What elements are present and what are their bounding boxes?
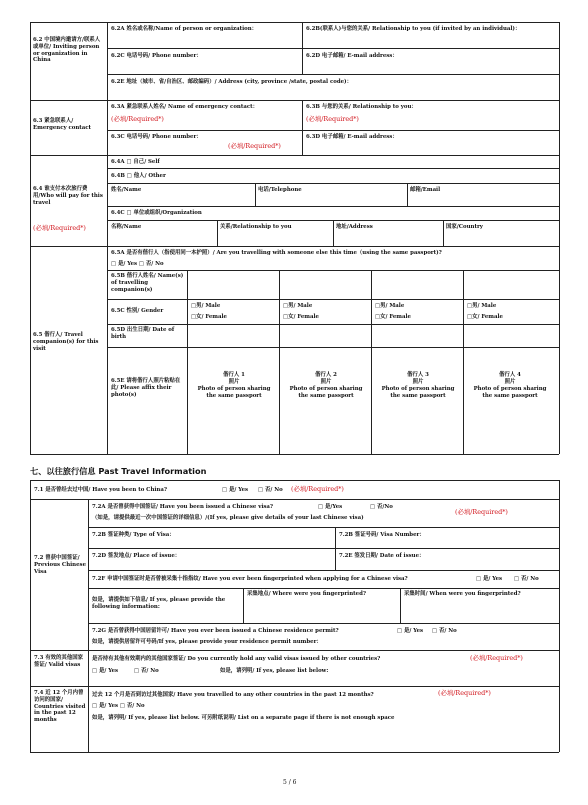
field-7-2f-when[interactable]: 采集时间/ When were you fingerprinted? [404, 591, 521, 597]
field-7-2d-place-of-issue[interactable]: 7.2D 签发地点/ Place of issue： [92, 553, 181, 559]
field-6-5b-label: 6.5B 偕行人姓名/ Name(s) of travelling companion(s) [111, 273, 184, 293]
field-6-4-country[interactable]: 国家/Country [446, 224, 483, 230]
label-column-divider [107, 22, 108, 454]
section-7-3-label: 7.3 有效的其他国家签证/ Valid visas [34, 655, 83, 668]
question-6-5a: 6.5A 是否有偕行人（指使用同一本护照）/ Are you travelling with someone else this time（using the same passport)? [111, 250, 442, 256]
gender-male-2[interactable]: □男/ Male [283, 303, 313, 309]
required-mark-6-4: (必填/Required*) [33, 224, 86, 232]
required-mark-6-3a: (必填/Required*) [111, 115, 164, 123]
checkbox-6-4a-self[interactable]: 6.4A □ 自己/ Self [111, 159, 160, 165]
field-6-4-relationship[interactable]: 关系/Relationship to you [220, 224, 292, 230]
note-7-2a: （如是，请提供最近一次中国签证的详细信息）/(If yes, please give details of your last Chinese visa) [92, 515, 364, 521]
field-6-2e[interactable]: 6.2E 地址（城市、省/自治区、邮政编码）/ Address (city, province /state, postal code)： [111, 79, 352, 85]
gender-male-4[interactable]: □男/ Male [467, 303, 497, 309]
checkbox-7-2a-no[interactable]: □ 否/No [370, 504, 393, 510]
section-7-2-label: 7.2 曾获中国签证/ Previous Chinese Visa [34, 555, 87, 575]
companion-photo-1[interactable]: 偕行人 1 照片 Photo of person sharing the same passport [197, 372, 271, 399]
page-number: 5 / 6 [283, 779, 297, 786]
required-mark-7-2: (必填/Required*) [455, 508, 508, 516]
field-7-2b-visa-type[interactable]: 7.2B 签证种类/ Type of Visa： [92, 532, 175, 538]
question-7-2f: 7.2F 申请中国签证时是否曾被采集十指指纹/ Have you ever been fingerprinted when applying for a Chinese visa? [92, 576, 408, 582]
field-6-3b[interactable]: 6.3B 与您的关系/ Relationship to you： [306, 104, 417, 110]
field-6-2c[interactable]: 6.2C 电话号码/ Phone number： [111, 53, 202, 59]
divider-6-4 [30, 155, 559, 156]
gender-female-4[interactable]: □女/ Female [467, 314, 503, 320]
gender-female-3[interactable]: □女/ Female [375, 314, 411, 320]
checkbox-7-3-yes[interactable]: □ 是/ Yes [92, 668, 119, 674]
field-7-2g-permit-number[interactable]: 如是，请提供居留许可号码/If yes, please provide your residence permit number： [92, 639, 322, 645]
field-6-4-name[interactable]: 姓名/Name [111, 187, 142, 193]
field-7-2f-where[interactable]: 采集地点/ Where were you fingerprinted? [247, 591, 366, 597]
checkbox-6-4b-other[interactable]: 6.4B □ 他人/ Other [111, 173, 166, 179]
options-7-4[interactable]: □ 是/ Yes □ 否/ No [92, 703, 145, 709]
gender-male-3[interactable]: □男/ Male [375, 303, 405, 309]
field-7-2e-date-of-issue[interactable]: 7.2E 签发日期/ Date of issue： [339, 553, 425, 559]
table-border-top [30, 22, 559, 23]
checkbox-7-2f-no[interactable]: □ 否/ No [514, 576, 539, 582]
table-border-right [559, 22, 560, 454]
checkbox-7-1-no[interactable]: □ 否/ No [258, 487, 283, 493]
gender-male-1[interactable]: □男/ Male [191, 303, 221, 309]
section-6-5-label: 6.5 偕行人/ Travel companion(s) for this visit [33, 332, 99, 352]
checkbox-7-2g-no[interactable]: □ 否/ No [432, 628, 457, 634]
question-7-1: 7.1 是否曾经去过中国/ Have you been to China? [34, 487, 167, 493]
required-mark-6-3c: (必填/Required*) [228, 142, 281, 150]
checkbox-6-4c-organization[interactable]: 6.4C □ 单位或组织/Organization [111, 210, 202, 216]
field-6-2d[interactable]: 6.2D 电子邮箱/ E-mail address： [306, 53, 398, 59]
checkbox-7-2a-yes[interactable]: □ 是/Yes [318, 504, 343, 510]
checkbox-7-2f-yes[interactable]: □ 是/ Yes [476, 576, 503, 582]
section-6-3-label: 6.3 紧急联系人/ Emergency contact [33, 118, 92, 131]
required-mark-7-4: (必填/Required*) [438, 689, 491, 697]
question-7-3: 是否持有其他有效期内的其他国家签证/ Do you currently hold any valid visas issued by other countries? [92, 656, 381, 662]
field-6-5c-label: 6.5C 性别/ Gender [111, 308, 164, 314]
field-7-2b-visa-number[interactable]: 7.2B 签证号码/ Visa Number： [339, 532, 425, 538]
field-6-2b[interactable]: 6.2B(联系人)与您的关系/ Relationship to you (if invited by an individual)： [306, 26, 521, 32]
field-6-3c[interactable]: 6.3C 电话号码/ Phone number： [111, 134, 202, 140]
field-6-4-org-name[interactable]: 名称/Name [111, 224, 142, 230]
checkbox-7-3-no[interactable]: □ 否/ No [134, 668, 159, 674]
field-6-4-email[interactable]: 邮箱/Email [410, 187, 441, 193]
section-6-2-label: 6.2 中国境内邀请方/联系人或单位/ Inviting person or organization in China [33, 37, 101, 64]
note-7-4: 如是，请列明/ If yes, please list below. 可另附纸说明/ List on a separate page if there is not enough space [92, 715, 395, 721]
gender-female-2[interactable]: □女/ Female [283, 314, 319, 320]
question-7-4: 过去 12 个月是否到访过其他国家/ Have you travelled to any other countries in the past 12 months? [92, 692, 374, 698]
field-6-4-address[interactable]: 地址/Address [336, 224, 373, 230]
divider-6-5 [30, 246, 559, 247]
section-7-4-label: 7.4 近 12 个月内曾访问的国家/ Countries visited in the past 12 months [34, 690, 86, 724]
checkbox-7-2g-yes[interactable]: □ 是/ Yes [397, 628, 424, 634]
companion-photo-4[interactable]: 偕行人 4 照片 Photo of person sharing the same passport [473, 372, 547, 399]
question-7-2a: 7.2A 是否曾获得中国签证/ Have you been issued a Chinese visa? [92, 504, 274, 510]
field-6-5e-label: 6.5E 请将偕行人照片粘贴在此/ Please affix their photo(s) [111, 378, 181, 398]
required-mark-6-3b: (必填/Required*) [306, 115, 359, 123]
options-6-5a[interactable]: □ 是/ Yes □ 否/ No [111, 261, 164, 267]
field-6-5d-label: 6.5D 出生日期/ Date of birth [111, 327, 175, 340]
companion-photo-3[interactable]: 偕行人 3 照片 Photo of person sharing the same passport [381, 372, 455, 399]
divider-6-3 [30, 100, 559, 101]
section-7-title: 七、以往旅行信息 Past Travel Information [30, 466, 207, 476]
gender-female-1[interactable]: □女/ Female [191, 314, 227, 320]
section-6-4-label: 6.4 谁支付本次旅行费用/Who will pay for this travel [33, 186, 103, 206]
note-7-2f: 如是，请提供如下信息/ If yes, please provide the following information: [92, 597, 226, 610]
table-border-bottom [30, 454, 559, 455]
note-7-3: 如是，请列明/ If yes, please list below: [220, 668, 329, 674]
field-6-3d[interactable]: 6.3D 电子邮箱/ E-mail address： [306, 134, 398, 140]
companion-photo-2[interactable]: 偕行人 2 照片 Photo of person sharing the same passport [289, 372, 363, 399]
table-border-left [30, 22, 31, 454]
checkbox-7-1-yes[interactable]: □ 是/ Yes [222, 487, 249, 493]
required-mark-7-3: (必填/Required*) [470, 654, 523, 662]
field-6-4-telephone[interactable]: 电话/Telephone [258, 187, 302, 193]
field-6-2a[interactable]: 6.2A 姓名或名称/Name of person or organization： [111, 26, 258, 32]
required-mark-7-1: (必填/Required*) [291, 485, 344, 493]
field-6-3a[interactable]: 6.3A 紧急联系人姓名/ Name of emergency contact： [111, 104, 258, 110]
question-7-2g: 7.2G 是否曾获得中国居留许可/ Have you ever been issued a Chinese residence permit? [92, 628, 339, 634]
